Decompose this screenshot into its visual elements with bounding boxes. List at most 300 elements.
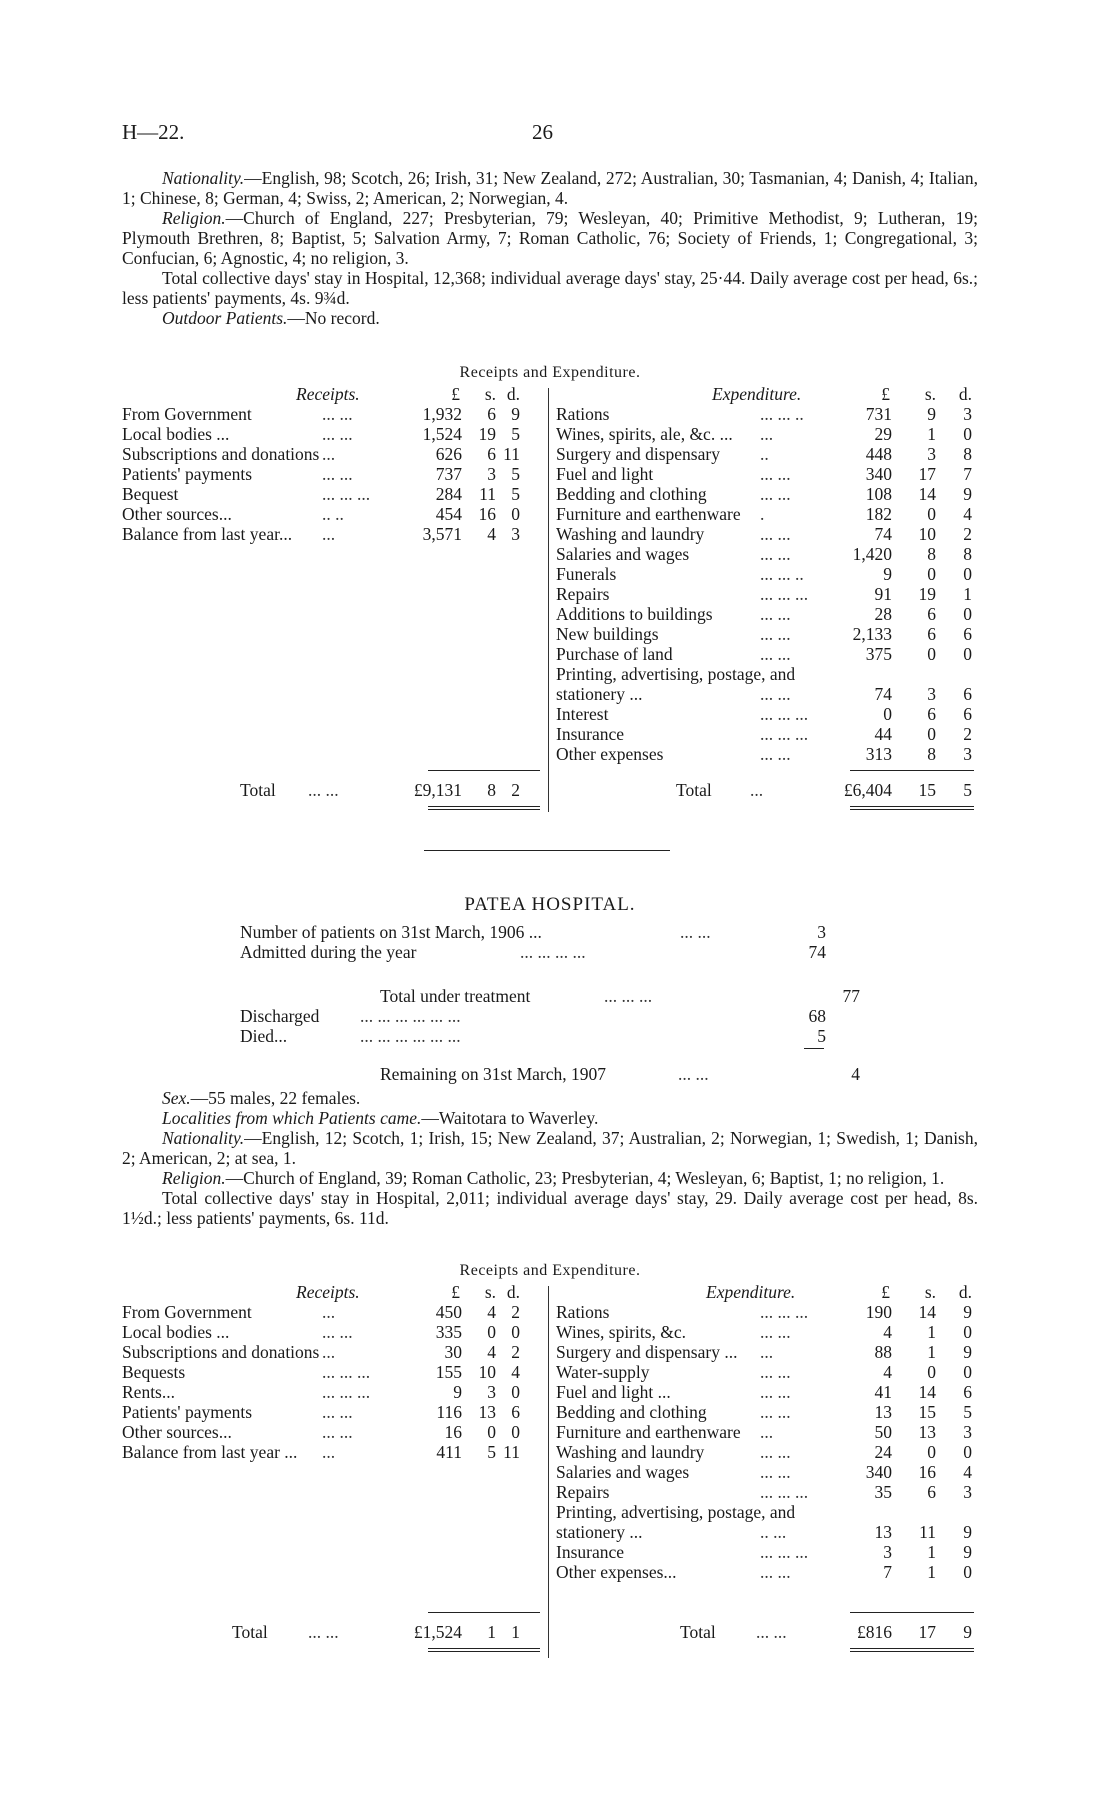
patea-receipts-total-rule-bottom2 xyxy=(428,1651,540,1652)
expenditure-total-shillings: 15 xyxy=(918,780,936,800)
expenditure-row-shillings: 0 xyxy=(927,644,936,664)
patea-expenditure-row-shillings: 0 xyxy=(927,1442,936,1462)
expenditure-row-pounds: 108 xyxy=(865,484,892,504)
remaining-value: 4 xyxy=(851,1064,860,1084)
patea-expenditure-row-leader: ... ... ... xyxy=(760,1482,809,1502)
stat-leader: ... ... ... ... xyxy=(520,942,586,962)
patea-expenditure-row-pence: 0 xyxy=(963,1362,972,1382)
expenditure-row-pence: 9 xyxy=(963,484,972,504)
localities-text: —Waitotara to Waverley. xyxy=(421,1108,599,1128)
patea-receipt-row-pounds: 9 xyxy=(453,1382,462,1402)
expenditure-row-leader: ... ... .. xyxy=(760,564,804,584)
localities-label: Localities from which Patients came. xyxy=(162,1108,422,1128)
patea-receipt-row-label: Rents... xyxy=(122,1382,175,1402)
expenditure-row-pounds: 313 xyxy=(865,744,892,764)
patea-expenditure-total-rule-top xyxy=(850,1612,974,1613)
receipt-row-label: Local bodies ... xyxy=(122,424,230,444)
patea-receipt-row-pence: 4 xyxy=(511,1362,520,1382)
expenditure-row-pence: 0 xyxy=(963,644,972,664)
receipt-row-shillings: 6 xyxy=(487,444,496,464)
patea-receipt-row-leader: ... xyxy=(322,1342,336,1362)
patea-expenditure-row-label: Fuel and light ... xyxy=(556,1382,671,1402)
expenditure-row-pence: 0 xyxy=(963,564,972,584)
patea-expenditure-row-pence: 5 xyxy=(963,1402,972,1422)
outcome-label: Discharged xyxy=(240,1006,320,1026)
receipt-row-label: Other sources... xyxy=(122,504,232,524)
patea-receipts-total-leader: ... ... xyxy=(308,1622,339,1642)
patea-nationality-paragraph xyxy=(122,1128,978,1168)
expenditure-row-pence: 0 xyxy=(963,604,972,624)
expenditure-row-pence: 0 xyxy=(963,424,972,444)
patea-receipts-total-pounds: £1,524 xyxy=(413,1622,462,1642)
patea-expenditure-row-label: Printing, advertising, postage, and xyxy=(556,1502,796,1522)
patea-expenditure-row-pounds: 35 xyxy=(874,1482,892,1502)
nationality-text: —English, 98; Scotch, 26; Irish, 31; New Zealand, 272; Australian, 30; Tasmanian, 4; Danish, 4; Italian, 1; Chinese, 8; German, 4; Swiss, 2; American, 2; Norwegian, 4. xyxy=(122,168,978,208)
patea-expenditure-row-pounds: 3 xyxy=(883,1542,892,1562)
expenditure-row-shillings: 1 xyxy=(927,424,936,444)
receipt-row-leader: ... xyxy=(322,524,336,544)
col-pence-header: d. xyxy=(506,384,520,404)
outdoor-text: —No record. xyxy=(287,308,380,328)
patea-expenditure-total-label: Total xyxy=(680,1622,716,1642)
receipts-header: Receipts. xyxy=(296,384,360,404)
patea-religion-paragraph xyxy=(122,1168,978,1188)
patea-receipt-row-leader: ... ... ... xyxy=(322,1362,371,1382)
outcome-leader: ... ... ... ... ... ... xyxy=(360,1026,461,1046)
receipt-row-leader: ... ... xyxy=(322,424,353,444)
receipt-row-leader: .. .. xyxy=(322,504,344,524)
expenditure-row-pence: 6 xyxy=(963,684,972,704)
receipt-row-leader: ... ... ... xyxy=(322,484,371,504)
patea-expenditure-row-pounds: 13 xyxy=(874,1402,892,1422)
patea-col-pounds-header: £ xyxy=(451,1282,460,1302)
expenditure-row-shillings: 6 xyxy=(927,704,936,724)
patea-receipt-row-pounds: 155 xyxy=(435,1362,462,1382)
patea-stay-paragraph: Total collective days' stay in Hospital, 2,011; individual average days' stay, 29. Daily average cost per head, 8s. 1½d.; less patients' payments, 6s. 11d. xyxy=(122,1188,978,1228)
expenditure-row-label: Fuel and light xyxy=(556,464,654,484)
expenditure-row-label: Washing and laundry xyxy=(556,524,705,544)
expenditure-total-leader: ... xyxy=(750,780,764,800)
patea-receipt-row-shillings: 13 xyxy=(478,1402,496,1422)
receipt-row-shillings: 6 xyxy=(487,404,496,424)
expenditure-row-shillings: 0 xyxy=(927,724,936,744)
receipt-row-leader: ... xyxy=(322,444,336,464)
total-treatment-leader: ... ... ... xyxy=(604,986,653,1006)
patea-receipts-total-label: Total xyxy=(232,1622,268,1642)
patea-expenditure-row-label: Other expenses... xyxy=(556,1562,677,1582)
receipt-row-shillings: 3 xyxy=(487,464,496,484)
patea-expenditure-row-shillings: 13 xyxy=(918,1422,936,1442)
patea-expenditure-row-pounds: 13 xyxy=(874,1522,892,1542)
page-number: 26 xyxy=(532,120,553,144)
patea-expenditure-row-label: Bedding and clothing xyxy=(556,1402,707,1422)
patea-expenditure-row-pounds: 88 xyxy=(874,1342,892,1362)
patea-expenditure-row-label: Insurance xyxy=(556,1542,625,1562)
patea-receipt-row-label: From Government xyxy=(122,1302,252,1322)
patea-receipt-row-shillings: 5 xyxy=(487,1442,496,1462)
table2-heading: Receipts and Expenditure. xyxy=(459,1262,641,1279)
document-id: H—22. xyxy=(122,120,185,144)
patea-expenditure-row-pence: 4 xyxy=(963,1462,972,1482)
outcome-value: 68 xyxy=(808,1006,826,1026)
patea-receipt-row-pounds: 30 xyxy=(444,1342,462,1362)
patea-receipt-row-shillings: 3 xyxy=(487,1382,496,1402)
stat-label: Admitted during the year xyxy=(240,942,417,962)
expenditure-row-shillings: 8 xyxy=(927,744,936,764)
patea-expenditure-row-shillings: 1 xyxy=(927,1562,936,1582)
patea-expenditure-row-pounds: 340 xyxy=(865,1462,892,1482)
patea-receipt-row-pence: 6 xyxy=(511,1402,520,1422)
expenditure-row-leader: ... ... xyxy=(760,464,791,484)
expenditure-row-shillings: 9 xyxy=(927,404,936,424)
expenditure-row-shillings: 6 xyxy=(927,624,936,644)
patea-expenditure-row-leader: .. ... xyxy=(760,1522,787,1542)
patea-expenditure-row-shillings: 11 xyxy=(919,1522,936,1542)
expenditure-row-shillings: 3 xyxy=(927,684,936,704)
table1-heading: Receipts and Expenditure. xyxy=(459,364,641,381)
expenditure-row-leader: ... ... xyxy=(760,624,791,644)
patea-receipt-row-label: Subscriptions and donations xyxy=(122,1342,320,1362)
expenditure-row-pence: 6 xyxy=(963,704,972,724)
remaining-leader: ... ... xyxy=(678,1064,709,1084)
receipt-row-pounds: 1,524 xyxy=(422,424,462,444)
expenditure-row-label: Additions to buildings xyxy=(556,604,713,624)
receipt-row-pence: 0 xyxy=(511,504,520,524)
localities-paragraph xyxy=(122,1108,978,1128)
receipt-row-shillings: 16 xyxy=(478,504,496,524)
stats-rule xyxy=(804,1048,824,1049)
patea-col-pence-header-right: d. xyxy=(958,1282,972,1302)
col-pounds-header-right: £ xyxy=(881,384,890,404)
patea-expenditure-row-shillings: 6 xyxy=(927,1482,936,1502)
col-shillings-header-right: s. xyxy=(924,384,936,404)
receipt-row-shillings: 11 xyxy=(479,484,496,504)
nationality-paragraph xyxy=(122,168,978,208)
patea-receipt-row-shillings: 4 xyxy=(487,1342,496,1362)
patea-expenditure-row-pounds: 7 xyxy=(883,1562,892,1582)
patea-expenditure-row-pence: 3 xyxy=(963,1422,972,1442)
expenditure-row-pounds: 29 xyxy=(874,424,892,444)
outcome-leader: ... ... ... ... ... ... xyxy=(360,1006,461,1026)
expenditure-row-label: New buildings xyxy=(556,624,659,644)
expenditure-row-leader: . xyxy=(760,504,765,524)
patea-receipt-row-pence: 0 xyxy=(511,1422,520,1442)
receipt-row-pounds: 737 xyxy=(435,464,462,484)
section-separator xyxy=(424,850,670,851)
patea-expenditure-row-pence: 3 xyxy=(963,1482,972,1502)
patea-expenditure-row-pounds: 4 xyxy=(883,1322,892,1342)
patea-receipt-row-pounds: 335 xyxy=(435,1322,462,1342)
patea-expenditure-row-label: Wines, spirits, &c. xyxy=(556,1322,687,1342)
expenditure-row-label: Purchase of land xyxy=(556,644,673,664)
table2-divider xyxy=(548,1286,549,1658)
expenditure-row-shillings: 17 xyxy=(918,464,936,484)
expenditure-row-label: Other expenses xyxy=(556,744,664,764)
patea-expenditure-row-label: Surgery and dispensary ... xyxy=(556,1342,738,1362)
receipts-total-rule-top xyxy=(428,770,540,771)
expenditure-row-pounds: 44 xyxy=(874,724,892,744)
patea-expenditure-row-label: Furniture and earthenware xyxy=(556,1422,741,1442)
patea-expenditure-row-leader: ... ... ... xyxy=(760,1542,809,1562)
patea-expenditure-row-leader: ... ... xyxy=(760,1402,791,1422)
expenditure-row-leader: ... ... xyxy=(760,524,791,544)
stat-value: 3 xyxy=(817,922,826,942)
patea-receipt-row-pounds: 116 xyxy=(436,1402,462,1422)
expenditure-row-leader: ... ... xyxy=(760,684,791,704)
patea-expenditure-row-pence: 0 xyxy=(963,1322,972,1342)
col-pence-header-right: d. xyxy=(958,384,972,404)
expenditure-row-leader: .. xyxy=(760,444,769,464)
patea-expenditure-header: Expenditure. xyxy=(706,1282,796,1302)
expenditure-row-pence: 7 xyxy=(963,464,972,484)
receipt-row-pence: 11 xyxy=(503,444,520,464)
remaining-label: Remaining on 31st March, 1907 xyxy=(380,1064,607,1084)
section1-text xyxy=(122,168,978,328)
patea-receipt-row-pounds: 411 xyxy=(436,1442,462,1462)
receipts-total-rule-bottom2 xyxy=(428,809,540,810)
expenditure-row-leader: ... ... xyxy=(760,484,791,504)
patea-expenditure-row-shillings: 0 xyxy=(927,1362,936,1382)
religion-label: Religion. xyxy=(162,208,226,228)
patea-expenditure-row-pence: 6 xyxy=(963,1382,972,1402)
expenditure-row-shillings: 10 xyxy=(918,524,936,544)
expenditure-row-pence: 8 xyxy=(963,444,972,464)
receipt-row-shillings: 19 xyxy=(478,424,496,444)
patea-expenditure-row-label: Washing and laundry xyxy=(556,1442,705,1462)
expenditure-row-shillings: 19 xyxy=(918,584,936,604)
receipt-row-label: From Government xyxy=(122,404,252,424)
patea-receipt-row-shillings: 0 xyxy=(487,1422,496,1442)
patea-col-pence-header: d. xyxy=(506,1282,520,1302)
patea-expenditure-row-label: Rations xyxy=(556,1302,610,1322)
patea-expenditure-row-shillings: 14 xyxy=(918,1302,936,1322)
receipt-row-pence: 9 xyxy=(511,404,520,424)
expenditure-row-pounds: 91 xyxy=(874,584,892,604)
expenditure-total-pounds: £6,404 xyxy=(843,780,892,800)
nationality-label: Nationality. xyxy=(162,168,245,188)
expenditure-row-leader: ... ... xyxy=(760,644,791,664)
patea-receipt-row-pounds: 16 xyxy=(444,1422,462,1442)
outdoor-paragraph xyxy=(122,308,978,328)
patea-expenditure-row-pounds: 50 xyxy=(874,1422,892,1442)
patea-expenditure-total-pence: 9 xyxy=(963,1622,972,1642)
receipt-row-leader: ... ... xyxy=(322,404,353,424)
patea-receipt-row-leader: ... ... xyxy=(322,1402,353,1422)
expenditure-row-shillings: 14 xyxy=(918,484,936,504)
patea-expenditure-row-leader: ... ... xyxy=(760,1382,791,1402)
patea-receipt-row-leader: ... ... xyxy=(322,1322,353,1342)
expenditure-row-shillings: 8 xyxy=(927,544,936,564)
patea-expenditure-row-shillings: 1 xyxy=(927,1542,936,1562)
receipt-row-pence: 5 xyxy=(511,484,520,504)
patea-receipt-row-shillings: 4 xyxy=(487,1302,496,1322)
patea-religion-text: —Church of England, 39; Roman Catholic, 23; Presbyterian, 4; Wesleyan, 6; Baptist, 1; no religion, 1. xyxy=(225,1168,945,1188)
patea-expenditure-row-label: Salaries and wages xyxy=(556,1462,690,1482)
patea-expenditure-row-leader: ... xyxy=(760,1422,774,1442)
total-treatment-value: 77 xyxy=(842,986,860,1006)
patea-expenditure-total-rule-bottom2 xyxy=(850,1651,974,1652)
expenditure-row-pounds: 340 xyxy=(865,464,892,484)
patea-religion-label: Religion. xyxy=(162,1168,226,1188)
expenditure-row-shillings: 0 xyxy=(927,504,936,524)
patea-expenditure-row-leader: ... ... xyxy=(760,1562,791,1582)
receipt-row-pounds: 1,932 xyxy=(422,404,462,424)
religion-paragraph xyxy=(122,208,978,268)
expenditure-total-pence: 5 xyxy=(963,780,972,800)
patea-expenditure-row-pounds: 41 xyxy=(874,1382,892,1402)
patea-expenditure-row-leader: ... ... ... xyxy=(760,1302,809,1322)
receipt-row-pounds: 284 xyxy=(435,484,462,504)
expenditure-row-pence: 2 xyxy=(963,724,972,744)
expenditure-row-pence: 3 xyxy=(963,744,972,764)
expenditure-total-label: Total xyxy=(676,780,712,800)
patea-expenditure-row-pounds: 190 xyxy=(865,1302,892,1322)
sex-text: —55 males, 22 females. xyxy=(190,1088,361,1108)
receipt-row-shillings: 4 xyxy=(487,524,496,544)
expenditure-row-pence: 8 xyxy=(963,544,972,564)
patea-expenditure-row-label: Water-supply xyxy=(556,1362,650,1382)
receipt-row-pence: 5 xyxy=(511,464,520,484)
patea-receipt-row-pounds: 450 xyxy=(435,1302,462,1322)
col-shillings-header: s. xyxy=(484,384,496,404)
patea-expenditure-row-pence: 0 xyxy=(963,1562,972,1582)
expenditure-row-label: Interest xyxy=(556,704,609,724)
patea-receipt-row-leader: ... ... xyxy=(322,1422,353,1442)
stat-label: Number of patients on 31st March, 1906 ... xyxy=(240,922,542,942)
patea-expenditure-row-pounds: 4 xyxy=(883,1362,892,1382)
receipt-row-pence: 5 xyxy=(511,424,520,444)
patea-expenditure-row-pence: 9 xyxy=(963,1522,972,1542)
patea-receipts-header: Receipts. xyxy=(296,1282,360,1302)
receipt-row-pounds: 454 xyxy=(435,504,462,524)
patea-expenditure-row-pence: 0 xyxy=(963,1442,972,1462)
patea-receipts-total-shillings: 1 xyxy=(487,1622,496,1642)
patea-receipt-row-label: Bequests xyxy=(122,1362,186,1382)
receipts-total-pence: 2 xyxy=(511,780,520,800)
receipt-row-pounds: 626 xyxy=(435,444,462,464)
receipts-total-label: Total xyxy=(240,780,276,800)
patea-receipt-row-pence: 0 xyxy=(511,1322,520,1342)
receipts-total-pounds: £9,131 xyxy=(413,780,462,800)
patea-col-shillings-header: s. xyxy=(484,1282,496,1302)
patea-expenditure-row-pence: 9 xyxy=(963,1542,972,1562)
table1-divider xyxy=(548,388,549,812)
expenditure-row-label: Rations xyxy=(556,404,610,424)
expenditure-row-pounds: 2,133 xyxy=(852,624,892,644)
patea-receipt-row-label: Balance from last year ... xyxy=(122,1442,298,1462)
receipt-row-pence: 3 xyxy=(511,524,520,544)
patea-expenditure-total-pounds: £816 xyxy=(857,1622,892,1642)
expenditure-row-label: stationery ... xyxy=(556,684,643,704)
patea-nationality-label: Nationality. xyxy=(162,1128,245,1148)
expenditure-row-label: Salaries and wages xyxy=(556,544,690,564)
patea-expenditure-total-shillings: 17 xyxy=(918,1622,936,1642)
expenditure-row-leader: ... ... xyxy=(760,604,791,624)
expenditure-row-shillings: 6 xyxy=(927,604,936,624)
expenditure-row-pence: 6 xyxy=(963,624,972,644)
patea-receipt-row-shillings: 10 xyxy=(478,1362,496,1382)
patea-expenditure-row-leader: ... ... xyxy=(760,1462,791,1482)
patea-receipts-total-pence: 1 xyxy=(511,1622,520,1642)
religion-text: —Church of England, 227; Presbyterian, 79; Wesleyan, 40; Primitive Methodist, 9; Lutheran, 19; Plymouth Brethren, 8; Baptist, 5; Salvation Army, 7; Roman Catholic, 76; Society of Friends, 1; Congregational, 3; Confucian, 6; Agnostic, 4; no religion, 3. xyxy=(122,208,978,268)
expenditure-row-leader: ... ... xyxy=(760,544,791,564)
expenditure-row-label: Funerals xyxy=(556,564,617,584)
expenditure-row-leader: ... ... ... xyxy=(760,704,809,724)
patea-expenditure-row-leader: ... ... xyxy=(760,1322,791,1342)
col-pounds-header: £ xyxy=(451,384,460,404)
patea-expenditure-row-shillings: 1 xyxy=(927,1322,936,1342)
patea-receipt-row-pence: 11 xyxy=(503,1442,520,1462)
patea-expenditure-total-leader: ... ... xyxy=(756,1622,787,1642)
expenditure-row-pounds: 375 xyxy=(865,644,892,664)
expenditure-row-label: Repairs xyxy=(556,584,610,604)
patea-nationality-text: —English, 12; Scotch, 1; Irish, 15; New Zealand, 37; Australian, 2; Norwegian, 1; Swedish, 1; Danish, 2; American, 2; at sea, 1. xyxy=(122,1128,978,1168)
expenditure-row-label: Furniture and earthenware xyxy=(556,504,741,524)
patea-receipts-total-rule-bottom xyxy=(428,1648,540,1649)
patea-receipt-row-leader: ... xyxy=(322,1302,336,1322)
expenditure-row-leader: ... ... xyxy=(760,744,791,764)
receipts-total-shillings: 8 xyxy=(487,780,496,800)
expenditure-row-pence: 1 xyxy=(963,584,972,604)
patea-receipt-row-pence: 2 xyxy=(511,1342,520,1362)
expenditure-row-pounds: 1,420 xyxy=(852,544,892,564)
receipt-row-label: Balance from last year... xyxy=(122,524,293,544)
expenditure-row-label: Printing, advertising, postage, and xyxy=(556,664,796,684)
expenditure-row-label: Insurance xyxy=(556,724,625,744)
receipts-total-leader: ... ... xyxy=(308,780,339,800)
receipt-row-label: Patients' payments xyxy=(122,464,253,484)
expenditure-total-rule-bottom xyxy=(850,806,974,807)
expenditure-row-leader: ... ... ... xyxy=(760,584,809,604)
expenditure-row-pence: 3 xyxy=(963,404,972,424)
patea-expenditure-row-shillings: 14 xyxy=(918,1382,936,1402)
patea-expenditure-row-pence: 9 xyxy=(963,1342,972,1362)
sex-label: Sex. xyxy=(162,1088,191,1108)
sex-paragraph xyxy=(122,1088,978,1108)
patea-expenditure-row-pounds: 24 xyxy=(874,1442,892,1462)
patea-receipt-row-label: Local bodies ... xyxy=(122,1322,230,1342)
hospital-title: PATEA HOSPITAL. xyxy=(464,894,636,915)
patea-text xyxy=(122,1088,978,1228)
patea-expenditure-total-rule-bottom xyxy=(850,1648,974,1649)
expenditure-row-pounds: 182 xyxy=(865,504,892,524)
receipt-row-label: Subscriptions and donations xyxy=(122,444,320,464)
expenditure-row-pounds: 9 xyxy=(883,564,892,584)
stat-leader: ... ... xyxy=(680,922,711,942)
receipt-row-label: Bequest xyxy=(122,484,179,504)
patea-expenditure-row-pence: 9 xyxy=(963,1302,972,1322)
patea-receipt-row-pence: 2 xyxy=(511,1302,520,1322)
outcome-value: 5 xyxy=(817,1026,826,1046)
patea-receipt-row-shillings: 0 xyxy=(487,1322,496,1342)
patea-expenditure-row-leader: ... ... xyxy=(760,1442,791,1462)
expenditure-total-rule-bottom2 xyxy=(850,809,974,810)
patea-expenditure-row-label: stationery ... xyxy=(556,1522,643,1542)
patea-expenditure-row-shillings: 1 xyxy=(927,1342,936,1362)
patea-col-pounds-header-right: £ xyxy=(881,1282,890,1302)
patea-receipt-row-label: Other sources... xyxy=(122,1422,232,1442)
expenditure-total-rule-top xyxy=(850,770,974,771)
expenditure-row-leader: ... ... ... xyxy=(760,724,809,744)
patea-expenditure-row-label: Repairs xyxy=(556,1482,610,1502)
outcome-label: Died... xyxy=(240,1026,288,1046)
outdoor-label: Outdoor Patients. xyxy=(162,308,288,328)
expenditure-row-pounds: 0 xyxy=(883,704,892,724)
stay-paragraph: Total collective days' stay in Hospital, 12,368; individual average days' stay, 25·44. Daily average cost per head, 6s.; less patients' payments, 4s. 9¾d. xyxy=(122,268,978,308)
receipt-row-leader: ... ... xyxy=(322,464,353,484)
expenditure-row-label: Surgery and dispensary xyxy=(556,444,720,464)
expenditure-row-pounds: 28 xyxy=(874,604,892,624)
